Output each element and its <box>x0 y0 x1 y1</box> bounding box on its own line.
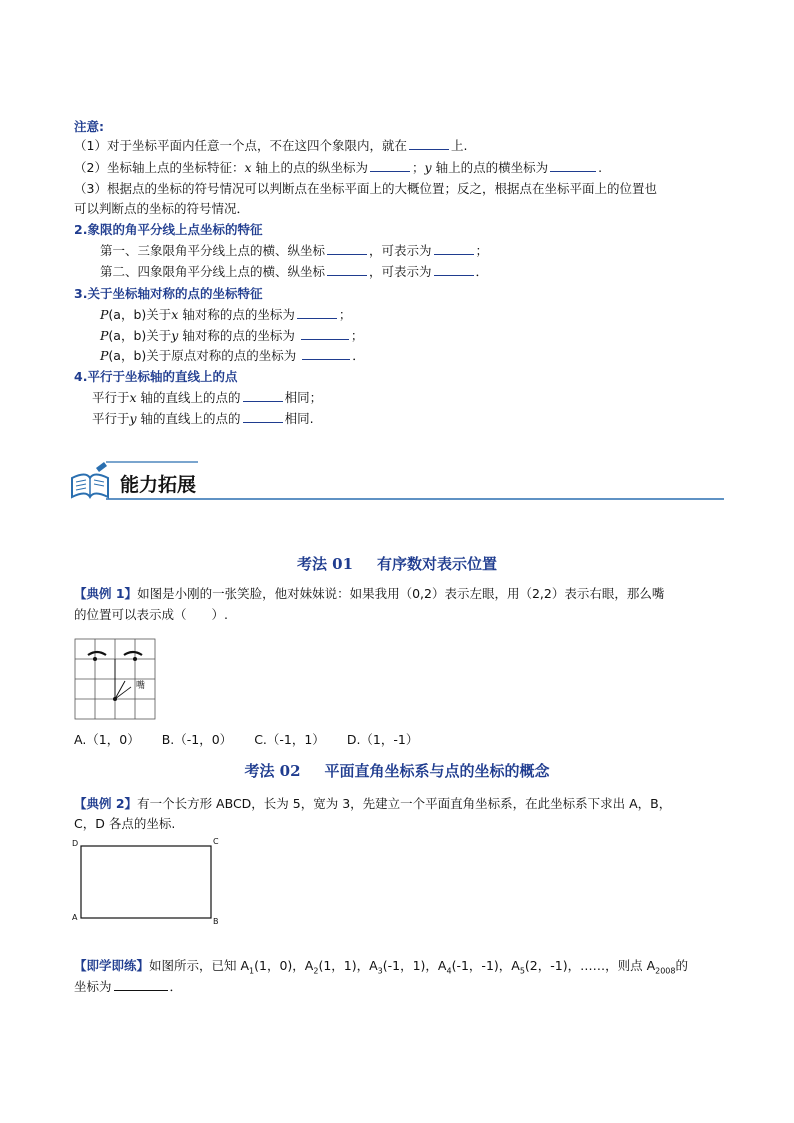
sec4-l2-end: 相同. <box>284 411 314 426</box>
blank <box>550 159 596 172</box>
method2-question-line1 <box>74 795 671 813</box>
sec3-line3 <box>100 347 365 365</box>
blank <box>370 159 410 172</box>
method1-heading <box>0 553 794 574</box>
practice-line1 <box>74 957 688 981</box>
sec4-line2 <box>92 410 314 428</box>
blank <box>297 306 337 319</box>
blank <box>434 242 474 255</box>
sec2-l2-end: ． <box>475 264 489 279</box>
option-d: D.（1，-1） <box>346 732 419 747</box>
method2-title: 平面直角坐标系与点的坐标的概念 <box>324 762 550 780</box>
option-a: A.（1，0） <box>74 732 140 747</box>
practice-text: 如图所示，已知 A <box>149 958 250 973</box>
method1-options <box>74 731 418 749</box>
sec3-l1-text-b: 轴对称的点的坐标为 <box>178 307 295 322</box>
label-b: B <box>213 917 219 926</box>
blank <box>434 263 474 276</box>
subscript: 4 <box>446 966 452 976</box>
sec2-line1 <box>100 242 488 260</box>
method1-question-line2: 的位置可以表示成（ ）. <box>74 607 228 622</box>
x-var: x <box>171 307 179 322</box>
p-var: P <box>100 307 109 322</box>
note-1-text: （1）对于坐标平面内任意一个点，不在这四个象限内，就在 <box>74 138 407 153</box>
y-var: y <box>171 328 179 343</box>
sec2-title: 2.象限的角平分线上点坐标的特征 <box>74 222 263 237</box>
left-eyebrow <box>88 652 106 655</box>
banner-title: 能力拓展 <box>120 474 197 496</box>
subscript: 2008 <box>655 966 676 976</box>
sec3-line1 <box>100 306 351 324</box>
method1-question-line1 <box>74 585 664 603</box>
left-eye-point <box>93 657 97 661</box>
x-var: x <box>129 390 137 405</box>
method2-heading <box>0 760 794 781</box>
blank <box>301 327 349 340</box>
blank <box>302 347 350 360</box>
mouth-pointer <box>115 687 131 699</box>
right-eye-point <box>133 657 137 661</box>
option-b: B.（-1，0） <box>161 732 233 747</box>
rectangle-abcd <box>81 846 211 918</box>
sec3-line2 <box>100 327 363 345</box>
sec2-line2 <box>100 263 488 281</box>
practice-text: (2，-1)，……，则点 A <box>524 958 656 973</box>
sec4-line1 <box>92 389 322 407</box>
blank <box>327 263 367 276</box>
example-tag: 【典例 2】 <box>74 796 138 811</box>
y-var: y <box>424 160 432 175</box>
sec4-l2-text: 平行于 <box>92 411 130 426</box>
sec2-l1-text: 第一、三象限角平分线上点的横、纵坐标 <box>100 243 326 258</box>
subscript: 5 <box>519 966 525 976</box>
sec3-l3-text: 关于原点对称的点的坐标为 <box>146 348 301 363</box>
sec3-l2-text: 关于 <box>146 328 172 343</box>
method2-num: 考法 02 <box>244 762 301 780</box>
practice-text: (1，0)，A <box>254 958 314 973</box>
sec4-l1-end: 相同； <box>284 390 323 405</box>
label-a: A <box>72 913 78 922</box>
note-2 <box>74 159 602 177</box>
x-var: x <box>244 160 252 175</box>
note-2-text-b: 轴上的点的纵坐标为 <box>251 160 369 175</box>
note-2-end: . <box>598 160 603 175</box>
note-2-text-d: 轴上的点的横坐标为 <box>431 160 549 175</box>
practice-text: 的 <box>675 958 688 973</box>
p-var: P <box>100 328 109 343</box>
label-c: C <box>213 837 219 846</box>
face-grid-figure <box>74 638 158 722</box>
note-2-sep: ； <box>412 160 425 175</box>
mouth-label: 嘴 <box>136 681 146 691</box>
subscript: 1 <box>249 966 255 976</box>
book-icon <box>72 462 108 497</box>
sec4-title: 4.平行于坐标轴的直线上的点 <box>74 369 238 384</box>
sec3-l3-end: ． <box>352 348 365 363</box>
sec4-l1-text-b: 轴的直线上的点的 <box>136 390 241 405</box>
practice-line2 <box>74 978 182 996</box>
practice-text: (1，1)，A <box>318 958 378 973</box>
sec2-l1-end: ； <box>475 243 489 258</box>
ab-pair: (a，b) <box>108 307 147 322</box>
method2-q-text: 有一个长方形 ABCD，长为 5，宽为 3，先建立一个平面直角坐标系，在此坐标系下求出 A，B， <box>137 796 672 811</box>
sec3-l2-end: ； <box>350 328 364 343</box>
subscript: 3 <box>377 966 383 976</box>
right-eyebrow <box>124 652 142 655</box>
mouth-point <box>113 697 117 701</box>
note-1 <box>74 137 467 155</box>
method1-q-text: 如图是小刚的一张笑脸，他对妹妹说：如果我用（0,2）表示左眼，用（2,2）表示右眼，那么嘴 <box>137 586 665 601</box>
sec2-l2-text-b: ，可表示为 <box>369 264 432 279</box>
note-3b: 可以判断点的坐标的符号情况． <box>74 201 250 216</box>
blank <box>243 410 283 423</box>
sec3-l1-text: 关于 <box>146 307 172 322</box>
practice-text: (-1，1)，A <box>382 958 447 973</box>
sec2-l2-text: 第二、四象限角平分线上点的横、纵坐标 <box>100 264 326 279</box>
practice-tag: 【即学即练】 <box>74 958 150 973</box>
option-c: C.（-1，1） <box>254 732 325 747</box>
practice-end: ． <box>169 979 183 994</box>
note-3a: （3）根据点的坐标的符号情况可以判断点在坐标平面上的大概位置；反之，根据点在坐标平面上的位置也 <box>74 181 657 196</box>
practice-answer-label: 坐标为 <box>74 979 112 994</box>
blank <box>243 389 283 402</box>
y-var: y <box>129 411 137 426</box>
sec3-l1-end: ； <box>338 307 352 322</box>
p-var: P <box>100 348 109 363</box>
method1-num: 考法 01 <box>296 555 354 573</box>
method1-title: 有序数对表示位置 <box>377 555 498 573</box>
sec3-title: 3.关于坐标轴对称的点的坐标特征 <box>74 286 263 301</box>
example-tag: 【典例 1】 <box>74 586 138 601</box>
method2-question-line2: C，D 各点的坐标. <box>74 816 176 831</box>
notes-title: 注意: <box>74 119 104 134</box>
sec3-l2-text-b: 轴对称的点的坐标为 <box>178 328 299 343</box>
ab-pair: (a，b) <box>108 328 147 343</box>
answer-blank <box>114 978 168 991</box>
sec4-l1-text: 平行于 <box>92 390 130 405</box>
ab-pair: (a，b) <box>108 348 147 363</box>
blank <box>409 137 449 150</box>
note-1-end: 上. <box>450 138 468 153</box>
practice-text: (-1，-1)，A <box>451 958 520 973</box>
sec4-l2-text-b: 轴的直线上的点的 <box>136 411 241 426</box>
sec2-l1-text-b: ，可表示为 <box>369 243 432 258</box>
label-d: D <box>72 839 79 848</box>
note-2-text: （2）坐标轴上点的坐标特征： <box>74 160 245 175</box>
blank <box>327 242 367 255</box>
subscript: 2 <box>313 966 319 976</box>
rectangle-figure <box>68 836 228 930</box>
